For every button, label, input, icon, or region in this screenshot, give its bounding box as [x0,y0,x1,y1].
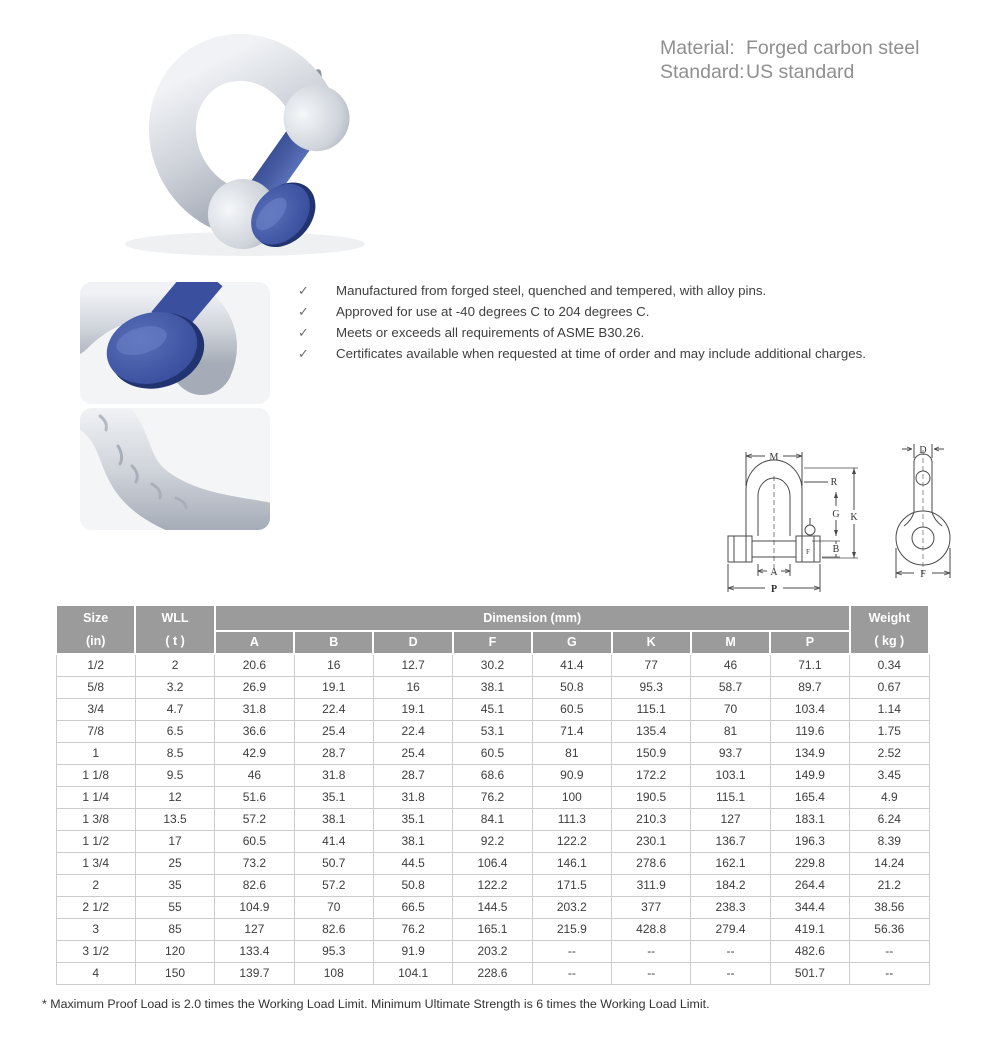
table-cell: 9.5 [135,764,214,786]
table-cell: 1 3/8 [56,808,135,830]
dim-label-k: K [850,512,858,523]
table-cell: 183.1 [770,808,849,830]
footnote: * Maximum Proof Load is 2.0 times the Working Load Limit. Minimum Ultimate Strength is 6 times the Working Load Limit. [42,997,710,1011]
table-cell: 103.1 [691,764,770,786]
table-row [56,720,929,742]
table-cell: 45.1 [453,698,532,720]
table-cell: 4.7 [135,698,214,720]
table-cell: 91.9 [373,940,452,962]
table-cell: 95.3 [612,676,691,698]
table-cell: 0.67 [850,676,929,698]
feature-list [298,283,898,367]
table-cell: 3 [56,918,135,940]
table-cell: 3/4 [56,698,135,720]
header-dimension: Dimension (mm) [215,605,850,631]
table-cell: 19.1 [373,698,452,720]
dimension-drawing [690,432,984,607]
standard-value: US standard [746,61,855,83]
spec-table-container [55,604,930,985]
table-cell: 122.2 [532,830,611,852]
table-row [56,742,929,764]
table-cell: 13.5 [135,808,214,830]
table-cell: 55 [135,896,214,918]
dim-label-b: B [832,544,840,555]
table-cell: 50.8 [373,874,452,896]
table-cell: 7/8 [56,720,135,742]
weight-label: Weight [868,610,911,625]
table-cell: 419.1 [770,918,849,940]
table-cell: 57.2 [215,808,294,830]
table-cell: 103.4 [770,698,849,720]
table-cell: 12.7 [373,654,452,676]
feature-item [298,304,898,325]
table-cell: 2 [56,874,135,896]
header-dim-d: D [373,631,452,654]
table-cell: 28.7 [373,764,452,786]
table-cell: 12 [135,786,214,808]
table-cell: 146.1 [532,852,611,874]
table-row [56,940,929,962]
table-cell: 16 [294,654,373,676]
table-cell: -- [612,962,691,984]
standard-row [660,60,919,84]
table-cell: 22.4 [373,720,452,742]
feature-text: Approved for use at -40 degrees C to 204 degrees C. [336,304,650,319]
table-row [56,654,929,676]
table-row [56,896,929,918]
table-row [56,808,929,830]
feature-item [298,325,898,346]
table-cell: 76.2 [453,786,532,808]
table-cell: 36.6 [215,720,294,742]
table-cell: 81 [691,720,770,742]
table-cell: 230.1 [612,830,691,852]
table-cell: 278.6 [612,852,691,874]
pin-head-illustration [80,282,270,404]
table-cell: 172.2 [612,764,691,786]
table-cell: -- [691,962,770,984]
table-cell: 106.4 [453,852,532,874]
table-cell: 53.1 [453,720,532,742]
table-cell: 0.34 [850,654,929,676]
table-cell: 14.24 [850,852,929,874]
table-cell: 2 [135,654,214,676]
table-cell: 228.6 [453,962,532,984]
table-header [56,605,929,654]
table-cell: 84.1 [453,808,532,830]
table-cell: 4.9 [850,786,929,808]
table-cell: 162.1 [691,852,770,874]
table-cell: 73.2 [215,852,294,874]
table-cell: 35.1 [294,786,373,808]
dim-label-m: M [769,452,779,463]
table-cell: 95.3 [294,940,373,962]
table-cell: 229.8 [770,852,849,874]
table-cell: 127 [691,808,770,830]
table-cell: 171.5 [532,874,611,896]
table-cell: 311.9 [612,874,691,896]
header-weight [850,605,929,654]
table-cell: 1.75 [850,720,929,742]
table-cell: 377 [612,896,691,918]
detail-photo-pin-head [80,282,270,404]
table-cell: 127 [215,918,294,940]
table-cell: 60.5 [532,698,611,720]
dim-label-f: F [920,569,926,580]
table-row [56,764,929,786]
table-cell: 22.4 [294,698,373,720]
table-cell: 71.1 [770,654,849,676]
bow-illustration [80,408,270,530]
table-cell: 1 1/2 [56,830,135,852]
table-cell: 4 [56,962,135,984]
spec-table [55,604,930,985]
table-cell: 104.1 [373,962,452,984]
table-cell: 38.56 [850,896,929,918]
table-cell: 82.6 [215,874,294,896]
table-cell: 35.1 [373,808,452,830]
table-cell: 25 [135,852,214,874]
table-cell: 2.52 [850,742,929,764]
dim-label-p: P [770,584,778,595]
header-dim-b: B [294,631,373,654]
table-cell: 70 [691,698,770,720]
table-cell: 70 [294,896,373,918]
table-cell: 85 [135,918,214,940]
table-cell: 3 1/2 [56,940,135,962]
feature-text: Manufactured from forged steel, quenched and tempered, with alloy pins. [336,283,767,298]
table-cell: 136.7 [691,830,770,852]
table-cell: 60.5 [453,742,532,764]
header-wll [135,605,214,654]
table-cell: -- [850,962,929,984]
table-cell: 38.1 [453,676,532,698]
check-icon: ✓ [298,304,309,319]
detail-photo-bow [80,408,270,530]
table-cell: 41.4 [532,654,611,676]
table-cell: -- [532,940,611,962]
table-cell: 8.5 [135,742,214,764]
table-cell: -- [850,940,929,962]
table-cell: 115.1 [612,698,691,720]
table-cell: 56.36 [850,918,929,940]
table-cell: 344.4 [770,896,849,918]
wll-label: WLL [161,610,189,625]
table-cell: 57.2 [294,874,373,896]
table-cell: 264.4 [770,874,849,896]
feature-item [298,283,898,304]
table-cell: 46 [691,654,770,676]
table-cell: 38.1 [294,808,373,830]
table-cell: 58.7 [691,676,770,698]
table-cell: 81 [532,742,611,764]
table-cell: 184.2 [691,874,770,896]
table-cell: 50.7 [294,852,373,874]
feature-text: Certificates available when requested at time of order and may include additional charges. [336,346,866,361]
table-cell: 46 [215,764,294,786]
table-cell: 165.4 [770,786,849,808]
table-cell: 30.2 [453,654,532,676]
table-cell: 90.9 [532,764,611,786]
table-cell: 1 1/8 [56,764,135,786]
table-cell: 210.3 [612,808,691,830]
header-dim-m: M [691,631,770,654]
table-cell: 119.6 [770,720,849,742]
table-cell: 3.2 [135,676,214,698]
table-cell: 134.9 [770,742,849,764]
material-row [660,36,919,60]
table-cell: -- [532,962,611,984]
material-standard-block [660,36,919,84]
standard-label: Standard: [660,61,745,83]
table-cell: 3.45 [850,764,929,786]
table-cell: 238.3 [691,896,770,918]
table-row [56,918,929,940]
table-cell: 41.4 [294,830,373,852]
table-cell: 144.5 [453,896,532,918]
table-cell: -- [612,940,691,962]
table-cell: 1 1/4 [56,786,135,808]
table-row [56,676,929,698]
table-cell: 279.4 [691,918,770,940]
table-cell: 165.1 [453,918,532,940]
table-cell: 20.6 [215,654,294,676]
header-size [56,605,135,654]
table-cell: -- [691,940,770,962]
table-cell: 120 [135,940,214,962]
table-cell: 77 [612,654,691,676]
table-cell: 93.7 [691,742,770,764]
header-dim-g: G [532,631,611,654]
table-cell: 60.5 [215,830,294,852]
check-icon: ✓ [298,325,309,340]
table-cell: 38.1 [373,830,452,852]
material-value: Forged carbon steel [746,37,920,59]
table-row [56,962,929,984]
size-unit: (in) [85,634,106,649]
header-dim-p: P [770,631,849,654]
product-photo [95,12,395,264]
table-cell: 122.2 [453,874,532,896]
header-dim-a: A [215,631,294,654]
table-row [56,874,929,896]
table-cell: 104.9 [215,896,294,918]
table-row [56,698,929,720]
table-cell: 89.7 [770,676,849,698]
table-cell: 44.5 [373,852,452,874]
table-cell: 42.9 [215,742,294,764]
table-cell: 50.8 [532,676,611,698]
header-dim-f: F [453,631,532,654]
material-label: Material: [660,37,735,59]
table-cell: 66.5 [373,896,452,918]
table-cell: 5/8 [56,676,135,698]
table-cell: 25.4 [294,720,373,742]
check-icon: ✓ [298,346,309,361]
table-cell: 115.1 [691,786,770,808]
table-cell: 8.39 [850,830,929,852]
table-cell: 82.6 [294,918,373,940]
dim-label-d: D [919,445,927,456]
table-cell: 111.3 [532,808,611,830]
shackle-photo-illustration [95,12,395,264]
table-body [56,654,929,984]
table-cell: 28.7 [294,742,373,764]
table-cell: 17 [135,830,214,852]
table-row [56,786,929,808]
table-cell: 428.8 [612,918,691,940]
table-cell: 149.9 [770,764,849,786]
dim-label-pin-f: F [806,548,810,556]
table-cell: 31.8 [215,698,294,720]
table-cell: 71.4 [532,720,611,742]
table-cell: 68.6 [453,764,532,786]
table-cell: 25.4 [373,742,452,764]
wll-unit: ( t ) [165,634,185,649]
table-cell: 6.5 [135,720,214,742]
table-cell: 215.9 [532,918,611,940]
feature-item [298,346,898,367]
header-dim-k: K [612,631,691,654]
weight-unit: ( kg ) [874,634,905,649]
table-cell: 19.1 [294,676,373,698]
feature-text: Meets or exceeds all requirements of ASME B30.26. [336,325,645,340]
table-cell: 26.9 [215,676,294,698]
dim-label-g: G [832,509,840,520]
table-cell: 35 [135,874,214,896]
size-label: Size [83,610,109,625]
table-cell: 21.2 [850,874,929,896]
table-cell: 16 [373,676,452,698]
table-cell: 108 [294,962,373,984]
table-row [56,852,929,874]
table-cell: 31.8 [373,786,452,808]
table-cell: 482.6 [770,940,849,962]
table-cell: 76.2 [373,918,452,940]
table-cell: 203.2 [532,896,611,918]
table-cell: 100 [532,786,611,808]
table-cell: 135.4 [612,720,691,742]
table-cell: 133.4 [215,940,294,962]
table-cell: 1.14 [850,698,929,720]
table-cell: 2 1/2 [56,896,135,918]
table-cell: 1/2 [56,654,135,676]
table-cell: 92.2 [453,830,532,852]
table-cell: 139.7 [215,962,294,984]
table-cell: 196.3 [770,830,849,852]
table-cell: 1 3/4 [56,852,135,874]
table-cell: 501.7 [770,962,849,984]
table-cell: 51.6 [215,786,294,808]
check-icon: ✓ [298,283,309,298]
table-cell: 150.9 [612,742,691,764]
table-cell: 31.8 [294,764,373,786]
table-cell: 150 [135,962,214,984]
table-cell: 6.24 [850,808,929,830]
table-cell: 203.2 [453,940,532,962]
table-row [56,830,929,852]
table-cell: 190.5 [612,786,691,808]
table-cell: 1 [56,742,135,764]
dim-label-r: R [830,477,838,488]
dim-label-a: A [770,567,778,578]
